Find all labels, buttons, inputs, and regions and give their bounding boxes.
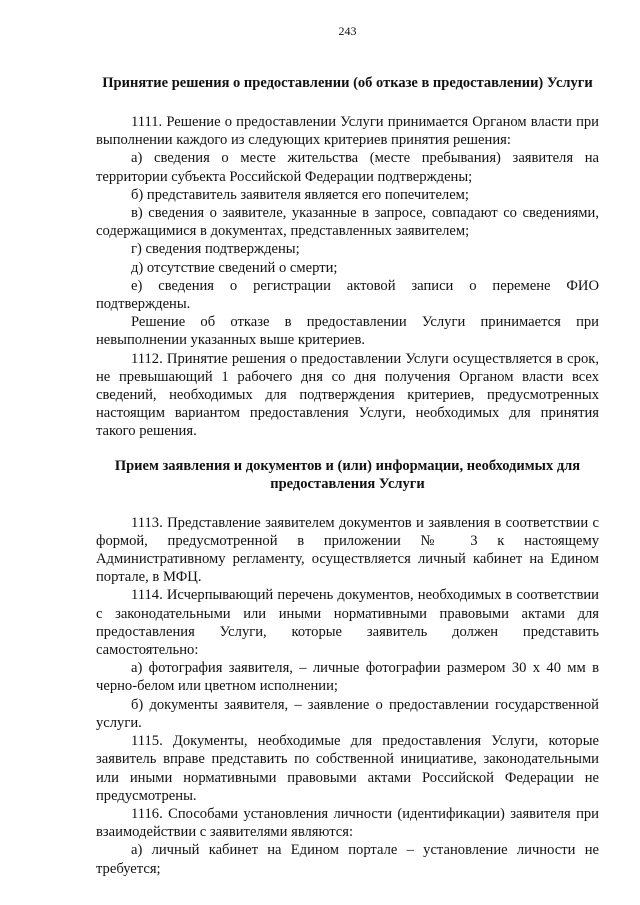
- paragraph-criterion-b: б) представитель заявителя является его попечителем;: [131, 186, 469, 203]
- paragraph-document-a: а) фотография заявителя, – личные фотографии размером 30 х 40 мм в черно-белом или цветном исполнении;: [96, 660, 599, 695]
- paragraph-document-b: б) документы заявителя, – заявление о предоставлении государственной услуги.: [96, 696, 599, 731]
- paragraph-1114: 1114. Исчерпывающий перечень документов, необходимых в соответствии с законодательными или иными нормативными правовыми актами для предоставления Услуги, которые заявитель должен представить самостоятельно:: [96, 587, 599, 659]
- section-heading-decision: Принятие решения о предоставлении (об отказе в предоставлении) Услуги: [102, 75, 593, 91]
- paragraph-1113: 1113. Представление заявителем документов и заявления в соответствии с формой, предусмотренной в приложении № 3 к настоящему Административному регламенту, осуществляется личный кабинет на Едином портале, в МФЦ.: [96, 514, 599, 586]
- paragraph-identification-a: а) личный кабинет на Едином портале – установление личности не требуется;: [96, 842, 599, 877]
- paragraph-refusal: Решение об отказе в предоставлении Услуги принимается при невыполнении указанных выше критериев.: [96, 314, 599, 349]
- document-page: [96, 0, 599, 905]
- page-number: 243: [338, 24, 357, 38]
- document-body: [96, 74, 599, 878]
- section-heading-reception: Прием заявления и документов и (или) информации, необходимых для предоставления Услуги: [114, 457, 581, 492]
- paragraph-1112: 1112. Принятие решения о предоставлении Услуги осуществляется в срок, не превышающий 1 рабочего дня со дня получения Органом власти всех сведений, необходимых для подтверждения критериев, предусмотренных настоящим вариантом предоставления Услуги, необходимых для принятия такого решения.: [96, 350, 599, 440]
- paragraph-1116: 1116. Способами установления личности (идентификации) заявителя при взаимодействии с заявителями являются:: [96, 805, 599, 841]
- paragraph-criterion-d: д) отсутствие сведений о смерти;: [131, 259, 338, 276]
- paragraph-criterion-a: а) сведения о месте жительства (месте пребывания) заявителя на территории субъекта Российской Федерации подтверждены;: [96, 150, 599, 185]
- paragraph-1115: 1115. Документы, необходимые для предоставления Услуги, которые заявитель вправе представить по собственной инициативе, законодательными или иными нормативными правовыми актами Российской Федерации не предусмотрены.: [96, 733, 599, 804]
- paragraph-criterion-e: е) сведения о регистрации актовой записи о перемене ФИО подтверждены.: [96, 277, 599, 313]
- paragraph-criterion-v: в) сведения о заявителе, указанные в запросе, совпадают со сведениями, содержащимися в документах, представленных заявителем;: [96, 205, 599, 240]
- paragraph-1111: 1111. Решение о предоставлении Услуги принимается Органом власти при выполнении каждого из следующих критериев принятия решения:: [96, 114, 599, 149]
- paragraph-criterion-g: г) сведения подтверждены;: [131, 241, 300, 258]
